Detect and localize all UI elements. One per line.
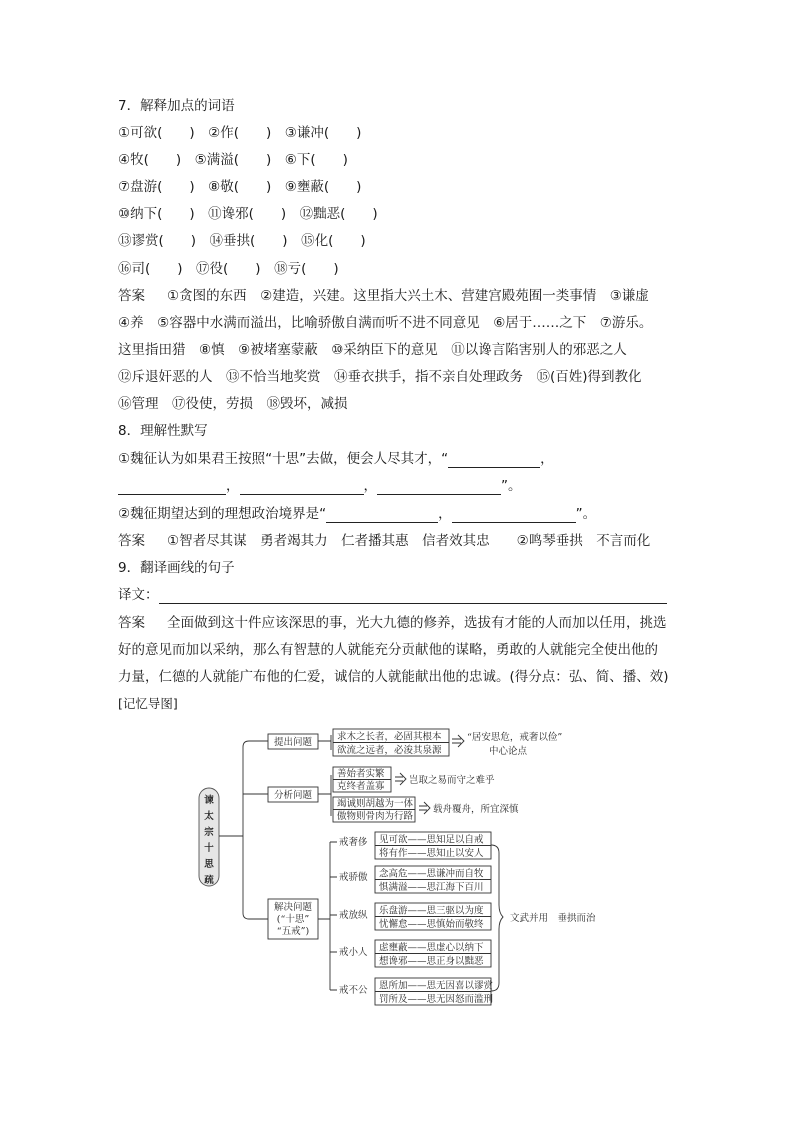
- branch-label: (“十思”: [276, 914, 310, 925]
- q7-row: ④牧( ) ⑤满溢( ) ⑥下( ): [118, 152, 348, 168]
- q9-title: 9．翻译画线的句子: [118, 560, 235, 576]
- answer-label: 答案: [118, 288, 145, 304]
- q7-row: ⑦盘游( ) ⑧敬( ) ⑨壅蔽( ): [118, 179, 362, 195]
- group-label: 戒骄傲: [339, 872, 368, 883]
- result-text: 文武并用 垂拱而治: [510, 913, 596, 924]
- node-text: 求木之长者，必固其根本: [337, 731, 442, 743]
- node-text: 傲物则骨肉为行路: [337, 811, 414, 822]
- mindmap-heading: [记忆导图]: [118, 696, 178, 711]
- node-text: 恩所加——思无因喜以谬赏: [379, 980, 494, 992]
- answer-text: ①智者尽其谋 勇者竭其力 仁者播其惠 信者效其忠 ②鸣琴垂拱 不言而化: [167, 533, 651, 549]
- node-text: 忧懈怠——思慎始而敬终: [379, 919, 484, 930]
- node-text: 载舟覆舟，所宜深慎: [433, 804, 519, 815]
- q8-prompt-text: ①魏征认为如果君王按照“十思”去做，便会人尽其才，“: [118, 451, 449, 467]
- punctuation: ”。: [501, 478, 522, 494]
- q7-row: ⑩纳下( ) ⑪谗邪( ) ⑫黜恶( ): [118, 206, 378, 222]
- node-text: 善始者实繁: [337, 768, 385, 780]
- node-text: 惧满溢——思江海下百川: [379, 882, 484, 893]
- group-label: 戒小人: [339, 947, 368, 958]
- root-label-char: 太: [204, 811, 214, 822]
- punctuation: ”。: [575, 506, 597, 522]
- answer-label: 答案: [118, 615, 145, 631]
- branch-label: 解决问题: [273, 902, 313, 913]
- node-text: 想谗邪——思正身以黜恶: [379, 956, 484, 967]
- root-label-char: 宗: [204, 827, 214, 838]
- node-text: 中心论点: [488, 746, 528, 757]
- q8-prompt-text: ②魏征期望达到的理想政治境界是“: [118, 506, 327, 522]
- root-label-char: 谏: [204, 795, 214, 806]
- branch-label: “五戒”): [276, 926, 310, 937]
- q7-title: 7．解释加点的词语: [118, 98, 235, 114]
- punctuation: ，: [363, 478, 377, 494]
- root-label-char: 疏: [204, 875, 214, 886]
- group-label: 戒放纵: [339, 910, 368, 921]
- node-text: “居安思危，戒奢以俭”: [467, 732, 563, 743]
- answer-text: ①贪图的东西 ②建造，兴建。这里指大兴土木、营建宫殿苑囿一类事情 ③谦虚: [167, 288, 649, 304]
- node-text: 虑壅蔽——思虚心以纳下: [379, 942, 484, 954]
- q7-answer-line: ⑫斥退奸恶的人 ⑬不恰当地奖赏 ⑭垂衣拱手，指不亲自处理政务 ⑮(百姓)得到教化: [118, 369, 642, 385]
- q9-answer-line: 好的意见而加以采纳，那么有智慧的人就能充分贡献他的谋略，勇敢的人就能完全使出他的: [118, 642, 658, 658]
- q8-title: 8．理解性默写: [118, 423, 208, 439]
- branch-label: 提出问题: [273, 737, 313, 748]
- answer-label: 答案: [118, 533, 145, 549]
- answer-text: 全面做到这十件应该深思的事，光大九德的修养，选拔有才能的人而加以任用，挑选: [167, 615, 667, 631]
- q7-row: ⑯司( ) ⑰役( ) ⑱亏( ): [118, 261, 339, 277]
- q7-row: ⑬谬赏( ) ⑭垂拱( ) ⑮化( ): [118, 233, 366, 249]
- punctuation: ，: [226, 478, 240, 494]
- group-label: 戒不公: [339, 985, 368, 996]
- q9-answer-line: 力量，仁德的人就能广布他的仁爱，诚信的人就能献出他的忠诚。(得分点：弘、简、播、效): [118, 669, 669, 685]
- translation-label: 译文：: [118, 587, 159, 603]
- punctuation: ，: [438, 506, 452, 522]
- group-label: 戒奢侈: [339, 837, 368, 848]
- node-text: 罚所及——思无因怒而滥刑: [379, 994, 494, 1005]
- node-text: 欲流之远者，必浚其泉源: [337, 745, 442, 756]
- branch-label: 分析问题: [273, 790, 313, 801]
- node-text: 将有作——思知止以安人: [379, 848, 484, 859]
- node-text: 见可欲——思知足以自戒: [379, 834, 484, 846]
- q7-answer-line: ④养 ⑤容器中水满而溢出，比喻骄傲自满而听不进不同意见 ⑥居于……之下 ⑦游乐。: [118, 315, 653, 331]
- q7-row: ①可欲( ) ②作( ) ③谦冲( ): [118, 125, 362, 141]
- q7-answer-line: 这里指田猎 ⑧慎 ⑨被堵塞蒙蔽 ⑩采纳臣下的意见 ⑪以谗言陷害别人的邪恶之人: [118, 342, 627, 358]
- root-label-char: 十: [204, 843, 214, 854]
- q7-answer-line: ⑯管理 ⑰役使，劳损 ⑱毁坏，减损: [118, 396, 348, 412]
- punctuation: ，: [540, 451, 554, 467]
- node-text: 岂取之易而守之难乎: [409, 775, 495, 786]
- node-text: 念高危——思谦冲而自牧: [379, 868, 484, 880]
- node-text: 克终者盖寡: [337, 781, 385, 792]
- node-text: 竭诚则胡越为一体: [337, 798, 414, 810]
- node-text: 乐盘游——思三驱以为度: [379, 905, 484, 917]
- root-label-char: 思: [204, 859, 214, 870]
